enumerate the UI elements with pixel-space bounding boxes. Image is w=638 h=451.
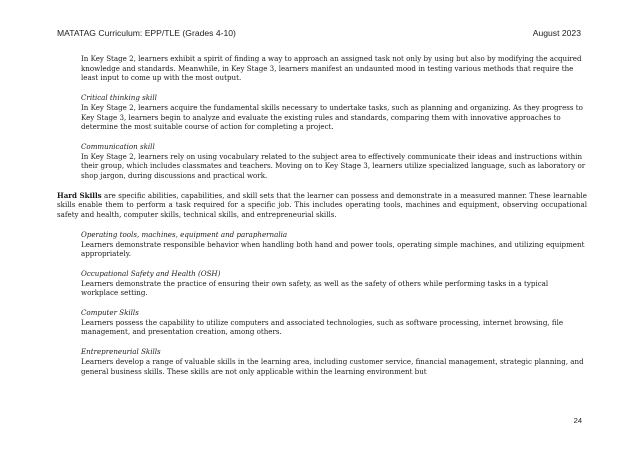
page-number: 24	[573, 416, 582, 425]
skill-title: Computer Skills	[81, 308, 139, 318]
skill-title: Critical thinking skill	[81, 93, 157, 103]
intro-paragraph: In Key Stage 2, learners exhibit a spirit of finding a way to approach an assigned task not only by using but also by modifying the acquired knowledge and standards. Meanwhile, in Key Stage 3, learners manifest an undaunted mood in testing various methods that require the least input to come up with the most output.	[81, 54, 582, 83]
skill-block-entrepreneurial-skills	[81, 347, 587, 376]
skill-title: Entrepreneurial Skills	[81, 347, 161, 357]
skill-body: Learners possess the capability to utilize computers and associated technologies, such as software processing, internet browsing, file management, and presentation creation, among others.	[81, 317, 564, 337]
skill-body: In Key Stage 2, learners rely on using vocabulary related to the subject area to effectively communicate their ideas and instructions within their group, which includes classmates and teachers. Moving on to Key Stage 3, learners utilize specialized language, such as laboratory or shop jargon, during discussions and practical work.	[81, 151, 586, 181]
page-header	[57, 28, 581, 38]
header-date: August 2023	[532, 28, 581, 38]
skill-block-operating-tools	[81, 230, 587, 259]
page-content	[57, 54, 587, 386]
hard-skills-definition	[57, 191, 587, 220]
header-curriculum-title: MATATAG Curriculum: EPP/TLE (Grades 4-10)	[57, 28, 236, 38]
skill-block-osh	[81, 269, 587, 298]
skill-title: Communication skill	[81, 141, 155, 151]
hard-skills-definition-text: are specific abilities, capabilities, and skill sets that the learner can possess and demonstrate in a measured manner. These learnable skills enable them to perform a task required for a specific job. This includes operating tools, machines and equipment, observing occupational safety and health, computer skills, technical skills, and entrepreneurial skills.	[57, 190, 587, 220]
skill-title: Operating tools, machines, equipment and paraphernalia	[81, 229, 288, 239]
hard-skills-section	[81, 230, 587, 376]
soft-skills-section	[81, 54, 587, 181]
skill-title: Occupational Safety and Health (OSH)	[81, 268, 221, 278]
skill-body: Learners demonstrate responsible behavior when handling both hand and power tools, operating simple machines, and utilizing equipment appropriately.	[81, 239, 585, 259]
skill-block-critical-thinking	[81, 93, 587, 132]
skill-body: In Key Stage 2, learners acquire the fundamental skills necessary to undertake tasks, such as planning and organizing. As they progress to Key Stage 3, learners begin to analyze and evaluate the existing rules and standards, comparing them with innovative approaches to determine the most suitable course of action for completing a project.	[81, 102, 583, 132]
skill-block-communication	[81, 142, 587, 181]
skill-body: Learners demonstrate the practice of ensuring their own safety, as well as the safety of others while performing tasks in a typical workplace setting.	[81, 278, 549, 298]
skill-body: Learners develop a range of valuable skills in the learning area, including customer service, financial management, strategic planning, and general business skills. These skills are not only applicable within the learning environment but	[81, 356, 584, 376]
hard-skills-term: Hard Skills	[57, 190, 102, 200]
skill-block-computer-skills	[81, 308, 587, 337]
